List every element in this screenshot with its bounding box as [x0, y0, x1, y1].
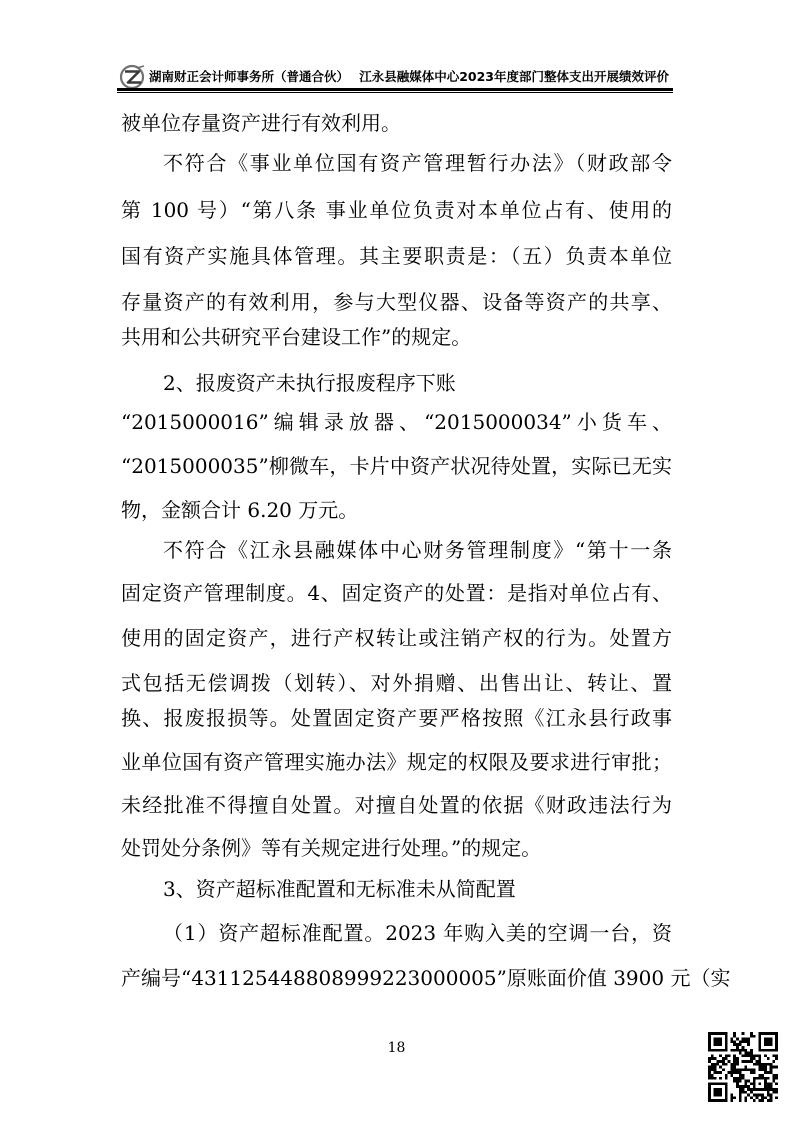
qr-module [761, 1094, 764, 1097]
qr-module [714, 1068, 717, 1071]
qr-module [767, 1082, 770, 1085]
qr-module [744, 1066, 747, 1069]
qr-module [758, 1057, 761, 1060]
qr-module [736, 1077, 739, 1080]
qr-module [753, 1099, 756, 1102]
body-line: “2015000016”编辑录放器、“2015000034”小货车、 [121, 410, 672, 434]
qr-module [764, 1071, 767, 1074]
qr-module [742, 1085, 745, 1088]
qr-module [730, 1063, 733, 1066]
qr-module [742, 1049, 745, 1052]
qr-module [708, 1068, 711, 1071]
qr-module [753, 1071, 756, 1074]
qr-module [756, 1096, 759, 1099]
qr-module [744, 1052, 747, 1055]
qr-module [719, 1066, 722, 1069]
qr-module [736, 1060, 739, 1063]
qr-module [739, 1091, 742, 1094]
qr-module [708, 1074, 711, 1077]
qr-module [758, 1074, 761, 1077]
qr-module [733, 1071, 736, 1074]
qr-module [733, 1068, 736, 1071]
qr-module [739, 1094, 742, 1097]
report-title: 江永县融媒体中心2023年度部门整体支出开展绩效评价 [359, 69, 669, 84]
qr-module [761, 1099, 764, 1102]
body-line: 3、资产超标准配置和无标准未从简配置 [163, 877, 516, 901]
qr-module [733, 1035, 736, 1038]
qr-module [770, 1063, 773, 1066]
qr-module [770, 1071, 773, 1074]
qr-module [736, 1080, 739, 1083]
qr-module [753, 1094, 756, 1097]
qr-module [756, 1054, 759, 1057]
body-line: 固定资产管理制度。4、固定资产的处置：是指对单位占有、 [121, 581, 672, 605]
body-line: 处罚处分条例》等有关规定进行处理。”的规定。 [121, 836, 542, 860]
qr-module [764, 1038, 772, 1046]
qr-module [775, 1057, 778, 1060]
qr-module [739, 1074, 742, 1077]
qr-module [747, 1052, 750, 1055]
qr-module [753, 1068, 756, 1071]
body-line: 第 100 号）“第八条 事业单位负责对本单位占有、使用的 [121, 198, 672, 222]
qr-module [744, 1082, 747, 1085]
qr-module [772, 1080, 775, 1083]
qr-module [739, 1080, 742, 1083]
qr-module [716, 1071, 719, 1074]
qr-module [736, 1046, 739, 1049]
qr-module [772, 1077, 775, 1080]
qr-module [719, 1077, 722, 1080]
qr-module [750, 1052, 753, 1055]
qr-module [736, 1085, 739, 1088]
qr-module [758, 1060, 761, 1063]
body-line: 式包括无偿调拨（划转）、对外捐赠、出售出让、转让、置 [121, 671, 672, 695]
qr-module [767, 1071, 770, 1074]
body-line: 未经批准不得擅自处置。对擅自处置的依据《财政违法行为 [121, 793, 672, 817]
qr-module [742, 1091, 745, 1094]
body-line: 换、报废报损等。处置固定资产要严格按照《江永县行政事 [121, 706, 672, 730]
qr-module [750, 1088, 753, 1091]
qr-module [767, 1063, 770, 1066]
qr-module [770, 1068, 773, 1071]
qr-module [714, 1038, 722, 1046]
qr-module [733, 1040, 736, 1043]
qr-module [742, 1088, 745, 1091]
qr-module [730, 1096, 733, 1099]
qr-module [719, 1071, 722, 1074]
qr-module [742, 1054, 745, 1057]
qr-module [744, 1099, 747, 1102]
qr-module [742, 1077, 745, 1080]
qr-module [733, 1063, 736, 1066]
qr-module [753, 1057, 756, 1060]
qr-module [747, 1040, 750, 1043]
qr-module [730, 1040, 733, 1043]
qr-module [758, 1054, 761, 1057]
qr-module [711, 1066, 714, 1069]
qr-module [728, 1071, 731, 1074]
qr-module [736, 1043, 739, 1046]
qr-module [733, 1049, 736, 1052]
qr-module [716, 1063, 719, 1066]
qr-module [764, 1066, 767, 1069]
qr-module [761, 1066, 764, 1069]
qr-module [770, 1099, 773, 1102]
qr-module [725, 1057, 728, 1060]
qr-module [736, 1063, 739, 1066]
qr-module [767, 1094, 770, 1097]
body-line: 物，金额合计 6.20 万元。 [121, 498, 359, 522]
qr-module [770, 1088, 773, 1091]
qr-module [747, 1088, 750, 1091]
qr-module [739, 1068, 742, 1071]
qr-module [775, 1091, 778, 1094]
qr-module [742, 1060, 745, 1063]
qr-module [747, 1085, 750, 1088]
qr-module [761, 1074, 764, 1077]
body-line: 2、报废资产未执行报废程序下账 [163, 371, 456, 395]
qr-module [711, 1074, 714, 1077]
body-line: 不符合《江永县融媒体中心财务管理制度》“第十一条 [163, 538, 672, 562]
qr-module [758, 1068, 761, 1071]
qr-module [739, 1052, 742, 1055]
qr-module [708, 1060, 711, 1063]
qr-module [711, 1057, 714, 1060]
qr-module [708, 1077, 711, 1080]
qr-module [770, 1094, 773, 1097]
qr-module [733, 1096, 736, 1099]
body-line: （1）资产超标准配置。2023 年购入美的空调一台，资 [163, 921, 672, 945]
qr-module [756, 1060, 759, 1063]
qr-module [733, 1054, 736, 1057]
qr-module [775, 1082, 778, 1085]
qr-module [767, 1077, 770, 1080]
firm-logo-icon [119, 63, 147, 90]
qr-module [744, 1085, 747, 1088]
qr-module [739, 1043, 742, 1046]
qr-module [750, 1035, 753, 1038]
qr-module [722, 1068, 725, 1071]
qr-module [742, 1074, 745, 1077]
qr-module [730, 1049, 733, 1052]
qr-module [725, 1054, 728, 1057]
qr-module [744, 1096, 747, 1099]
qr-module [733, 1060, 736, 1063]
qr-module [758, 1066, 761, 1069]
qr-module [744, 1060, 747, 1063]
qr-module [758, 1099, 761, 1102]
firm-name: 湖南财正会计师事务所（普通合伙） [149, 69, 350, 84]
qr-module [730, 1066, 733, 1069]
qr-module [714, 1066, 717, 1069]
qr-module [767, 1057, 770, 1060]
qr-module [750, 1032, 753, 1035]
qr-module [742, 1032, 745, 1035]
qr-module [744, 1040, 747, 1043]
qr-module [750, 1068, 753, 1071]
qr-module [775, 1077, 778, 1080]
qr-module [742, 1046, 745, 1049]
qr-module [758, 1094, 761, 1097]
qr-module [761, 1063, 764, 1066]
qr-module [711, 1077, 714, 1080]
qr-module [770, 1066, 773, 1069]
qr-module [728, 1060, 731, 1063]
qr-module [719, 1060, 722, 1063]
qr-module [730, 1074, 733, 1077]
qr-module [730, 1038, 733, 1041]
qr-module [750, 1082, 753, 1085]
qr-module [747, 1038, 750, 1041]
qr-module [767, 1091, 770, 1094]
qr-module [744, 1068, 747, 1071]
qr-module [772, 1054, 775, 1057]
qr-module [739, 1077, 742, 1080]
qr-module [761, 1096, 764, 1099]
qr-module [733, 1043, 736, 1046]
qr-module [750, 1096, 753, 1099]
qr-module [714, 1057, 717, 1060]
qr-module [714, 1071, 717, 1074]
qr-module [758, 1082, 761, 1085]
qr-module [739, 1096, 742, 1099]
body-line: 产编号“431125448808999223000005”原账面价值 3900 元（实 [121, 966, 731, 990]
qr-module [730, 1094, 733, 1097]
qr-module [750, 1071, 753, 1074]
qr-module [733, 1066, 736, 1069]
qr-module [750, 1049, 753, 1052]
qr-module [722, 1060, 725, 1063]
qr-module [750, 1057, 753, 1060]
qr-module [730, 1099, 733, 1102]
qr-module [753, 1063, 756, 1066]
body-line: 存量资产的有效利用，参与大型仪器、设备等资产的共享、 [121, 290, 672, 314]
qr-module [772, 1060, 775, 1063]
qr-module [753, 1054, 756, 1057]
body-line: 国有资产实施具体管理。其主要职责是：（五）负责本单位 [121, 244, 672, 268]
qr-module [739, 1085, 742, 1088]
qr-module [736, 1071, 739, 1074]
qr-module [736, 1068, 739, 1071]
qr-module [739, 1088, 742, 1091]
qr-module [756, 1094, 759, 1097]
qr-module [722, 1057, 725, 1060]
qr-module [744, 1038, 747, 1041]
qr-module [736, 1038, 739, 1041]
qr-module [772, 1074, 775, 1077]
qr-module [711, 1063, 714, 1066]
qr-module [758, 1063, 761, 1066]
qr-module [747, 1080, 750, 1083]
qr-module [714, 1088, 722, 1096]
qr-module [739, 1071, 742, 1074]
body-line: 共用和公共研究平台建设工作”的规定。 [121, 325, 472, 349]
qr-module [770, 1096, 773, 1099]
qr-module [733, 1032, 736, 1035]
qr-module [747, 1054, 750, 1057]
qr-module [744, 1054, 747, 1057]
qr-module [733, 1077, 736, 1080]
qr-module [742, 1040, 745, 1043]
qr-module [747, 1094, 750, 1097]
qr-module [770, 1082, 773, 1085]
qr-module [770, 1085, 773, 1088]
qr-module [725, 1063, 728, 1066]
qr-module [747, 1060, 750, 1063]
qr-module [742, 1038, 745, 1041]
qr-module [725, 1074, 728, 1077]
qr-module [736, 1082, 739, 1085]
qr-module [756, 1063, 759, 1066]
qr-module [733, 1080, 736, 1083]
qr-module [750, 1091, 753, 1094]
qr-module [775, 1054, 778, 1057]
qr-code [708, 1032, 778, 1102]
qr-module [764, 1063, 767, 1066]
qr-module [744, 1080, 747, 1083]
qr-module [730, 1071, 733, 1074]
qr-module [719, 1054, 722, 1057]
qr-module [750, 1054, 753, 1057]
body-line: 业单位国有资产管理实施办法》规定的权限及要求进行审批； [121, 750, 672, 774]
qr-module [722, 1063, 725, 1066]
qr-module [747, 1043, 750, 1046]
qr-module [742, 1068, 745, 1071]
qr-module [750, 1060, 753, 1063]
qr-module [708, 1071, 711, 1074]
qr-module [716, 1060, 719, 1063]
qr-module [714, 1077, 717, 1080]
qr-module [764, 1068, 767, 1071]
qr-module [772, 1088, 775, 1091]
qr-module [744, 1091, 747, 1094]
qr-module [736, 1049, 739, 1052]
body-line: “2015000035”柳微车，卡片中资产状况待处置，实际已无实 [121, 454, 672, 478]
qr-module [739, 1099, 742, 1102]
page-header [0, 0, 793, 100]
qr-module [775, 1088, 778, 1091]
qr-module [739, 1040, 742, 1043]
page-number: 18 [387, 1040, 406, 1056]
qr-module [772, 1091, 775, 1094]
qr-module [744, 1049, 747, 1052]
qr-module [739, 1049, 742, 1052]
qr-module [711, 1068, 714, 1071]
qr-module [730, 1068, 733, 1071]
qr-module [736, 1057, 739, 1060]
body-line: 使用的固定资产，进行产权转让或注销产权的行为。处置方 [121, 626, 672, 650]
qr-module [714, 1063, 717, 1066]
qr-module [753, 1035, 756, 1038]
qr-module [772, 1066, 775, 1069]
qr-module [767, 1085, 770, 1088]
qr-module [708, 1066, 711, 1069]
header-rule-thick [117, 88, 673, 91]
qr-module [764, 1096, 767, 1099]
qr-module [711, 1054, 714, 1057]
qr-module [733, 1057, 736, 1060]
qr-module [767, 1088, 770, 1091]
qr-module [747, 1068, 750, 1071]
header-rule-thin [117, 92, 673, 93]
body-line: 不符合《事业单位国有资产管理暂行办法》（财政部令 [163, 151, 672, 175]
qr-module [775, 1074, 778, 1077]
qr-module [775, 1096, 778, 1099]
qr-module [767, 1099, 770, 1102]
qr-module [764, 1054, 767, 1057]
body-line: 被单位存量资产进行有效利用。 [121, 111, 401, 135]
qr-module [708, 1057, 711, 1060]
qr-module [775, 1066, 778, 1069]
qr-module [761, 1068, 764, 1071]
qr-module [725, 1077, 728, 1080]
qr-module [728, 1054, 731, 1057]
